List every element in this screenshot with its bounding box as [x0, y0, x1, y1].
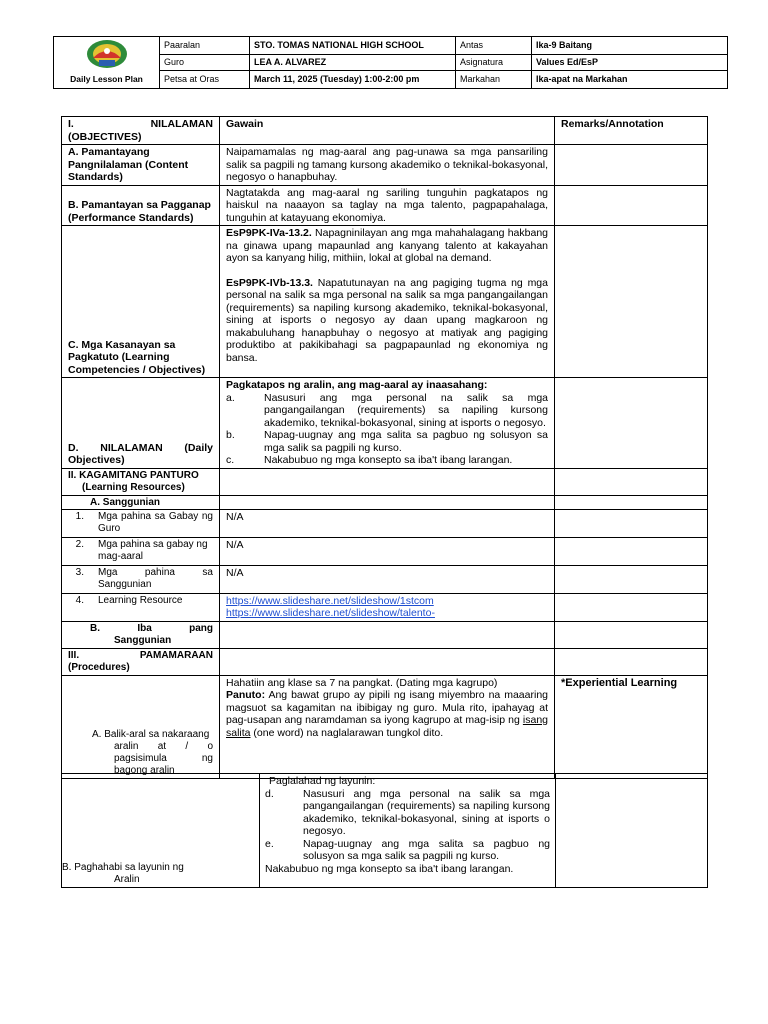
daily-objectives-intro: Pagkatapos ng aralin, ang mag-aaral ay inaasahang:: [226, 379, 488, 391]
school-label: Paaralan: [160, 37, 250, 55]
objectives-header-row: [62, 117, 708, 145]
performance-standards-row: [62, 185, 708, 226]
daily-objectives-text: [220, 378, 555, 469]
content-standards-label: A. Pamantayang Pangnilalaman (Content Standards): [62, 145, 220, 186]
objective-item: b. Napag-uugnay ang mga salita sa pagbuo ng solusyon sa mga salik sa pagpili ng kurso.: [226, 429, 548, 454]
remarks-cell: [555, 145, 708, 186]
school-logo-icon: [85, 38, 129, 72]
grade-label: Antas: [456, 37, 532, 55]
review-label: A. Balik-aral sa nakaraang aralin at / o pagsisimula ng bagong aralin: [62, 675, 220, 778]
resource-item-row: 2. Mga pahina sa gabay ng mag-aaral N/A: [62, 537, 708, 565]
review-remark: *Experiential Learning: [555, 675, 708, 778]
competencies-label: C. Mga Kasanayan sa Pagkatuto (Learning Competencies / Objectives): [62, 226, 220, 378]
competency-2: EsP9PK-IVb-13.3. Napatutunayan na ang pagiging tugma ng mga personal na salik sa mga personal na salik sa mga pangangailangan (requirements) sa napiling kursong akademiko, teknikal-bokasyonal, sining at isports o negosyo ay daan upang magkaroon ng makabuluhang hanapbuhay o negosyo at matiyak ang pagiging produktibo at pakikibahagi sa pagpapaunlad ng ekonomiya ng bansa.: [226, 276, 548, 364]
review-row: [62, 675, 708, 778]
learning-resource-row: 4. Learning Resource https://www.slideshare.net/slideshow/1stcom https://www.slideshare.net/slideshow/talento-: [62, 593, 708, 621]
content-standards-row: [62, 145, 708, 186]
objective-item: a. Nasusuri ang mga personal na salik sa mga pangangailangan (requirements) sa napiling kursong akademiko, teknikal-bokasyonal, sining at isports o negosyo.: [226, 391, 548, 429]
sanggunian-label: A. Sanggunian: [62, 495, 220, 509]
remarks-cell: [555, 185, 708, 226]
competencies-row: [62, 226, 708, 378]
remarks-cell: [555, 226, 708, 378]
grade-value: Ika-9 Baitang: [532, 37, 728, 55]
quarter-value: Ika-apat na Markahan: [532, 71, 728, 89]
procedures-row: [62, 648, 708, 675]
procedures-label: III. PAMAMARAAN (Procedures): [62, 648, 220, 675]
slideshare-link-2[interactable]: https://www.slideshare.net/slideshow/talento-: [226, 607, 435, 619]
other-sources-row: [62, 621, 708, 648]
logo-cell: [54, 37, 160, 89]
remarks-cell: [556, 774, 708, 888]
gawain-header: Gawain: [220, 117, 555, 145]
content-standards-text: Naipamamalas ng mag-aaral ang pag-unawa sa mga pansariling salik sa pagpili ng tamang kursong akademiko o teknikal-bokasyonal, negosyo o hanapbuhay.: [220, 145, 555, 186]
objectives-header: I. NILALAMAN (OBJECTIVES): [62, 117, 220, 145]
subject-label: Asignatura: [456, 54, 532, 70]
paghahabi-text: Paglalahad ng layunin: d. Nasusuri ang mga personal na salik sa mga pangangailangan (requirements) sa napiling kursong akademiko, teknikal-bokasyonal, sining at isports o negosyo. e. Napag-uugnay ang mga salita sa pagbuo ng solusyon sa mga salik sa pagpili ng kurso. Nakabubuo ng mga konsepto sa iba't ibang larangan.: [260, 774, 556, 888]
daily-objectives-label: D. NILALAMAN (Daily Objectives): [62, 378, 220, 469]
slideshare-link-1[interactable]: https://www.slideshare.net/slideshow/1stcom: [226, 594, 434, 607]
resources-label: II. KAGAMITANG PANTURO (Learning Resources): [62, 468, 220, 495]
resource-item-row: 1. Mga pahina sa Gabay ng Guro N/A: [62, 509, 708, 537]
objective-item: e. Napag-uugnay ang mga salita sa pagbuo ng solusyon sa mga salik sa pagpili ng kurso.: [265, 837, 550, 862]
teacher-label: Guro: [160, 54, 250, 70]
remarks-header: Remarks/Annotation: [555, 117, 708, 145]
paghahabi-table: [61, 773, 708, 888]
performance-standards-text: Nagtatakda ang mag-aaral ng sariling tunguhin pagkatapos ng haiskul na naaayon sa taglay na mga talento, pagpapahalaga, tunguhin at katayuang ekonomiya.: [220, 185, 555, 226]
date-label: Petsa at Oras: [160, 71, 250, 89]
performance-standards-label: B. Pamantayan sa Pagganap (Performance Standards): [62, 185, 220, 226]
resource-item-row: 3. Mga pahina sa Sanggunian N/A: [62, 565, 708, 593]
resource-item-value: N/A: [220, 537, 555, 565]
quarter-label: Markahan: [456, 71, 532, 89]
resource-item-value: N/A: [220, 565, 555, 593]
objective-item: d. Nasusuri ang mga personal na salik sa mga pangangailangan (requirements) sa napiling kursong akademiko, teknikal-bokasyonal, sining at isports o negosyo.: [265, 787, 550, 837]
school-value: STO. TOMAS NATIONAL HIGH SCHOOL: [250, 37, 456, 55]
date-value: March 11, 2025 (Tuesday) 1:00-2:00 pm: [250, 71, 456, 89]
paghahabi-label: B. Paghahabi sa layunin ng Aralin: [62, 774, 260, 888]
daily-lesson-plan-label: Daily Lesson Plan: [70, 74, 143, 84]
paghahabi-row: [62, 774, 708, 888]
remarks-cell: [555, 378, 708, 469]
lesson-plan-table: [61, 116, 708, 779]
resource-item-value: N/A: [220, 509, 555, 537]
subject-value: Values Ed/EsP: [532, 54, 728, 70]
other-sources-label: B. Iba pang Sanggunian: [62, 621, 220, 648]
header-table: [53, 36, 728, 89]
review-text: Hahatiin ang klase sa 7 na pangkat. (Dating mga kagrupo) Panuto: Ang bawat grupo ay pipili ng isang miyembro na maaaring magsuot sa kagamitan na ibibigay ng guro. Mula rito, ipahayag at pag-usapan ang naramdaman sa iyong kagrupo at mag-isip ng isang salita (one word) na naglalarawan tungkol dito.: [220, 675, 555, 778]
sanggunian-row: [62, 495, 708, 509]
competency-1: EsP9PK-IVa-13.2. Napagninilayan ang mga mahahalagang hakbang na ginawa upang mapaunlad ang kanyang talento at kakayahan ayon sa kanyang hilig, mithiin, lokal at global na demand.: [226, 227, 548, 264]
objective-item: c. Nakabubuo ng mga konsepto sa iba't ibang larangan.: [226, 454, 513, 466]
teacher-value: LEA A. ALVAREZ: [250, 54, 456, 70]
resources-row: [62, 468, 708, 495]
daily-objectives-row: [62, 378, 708, 469]
competencies-text: [220, 226, 555, 378]
